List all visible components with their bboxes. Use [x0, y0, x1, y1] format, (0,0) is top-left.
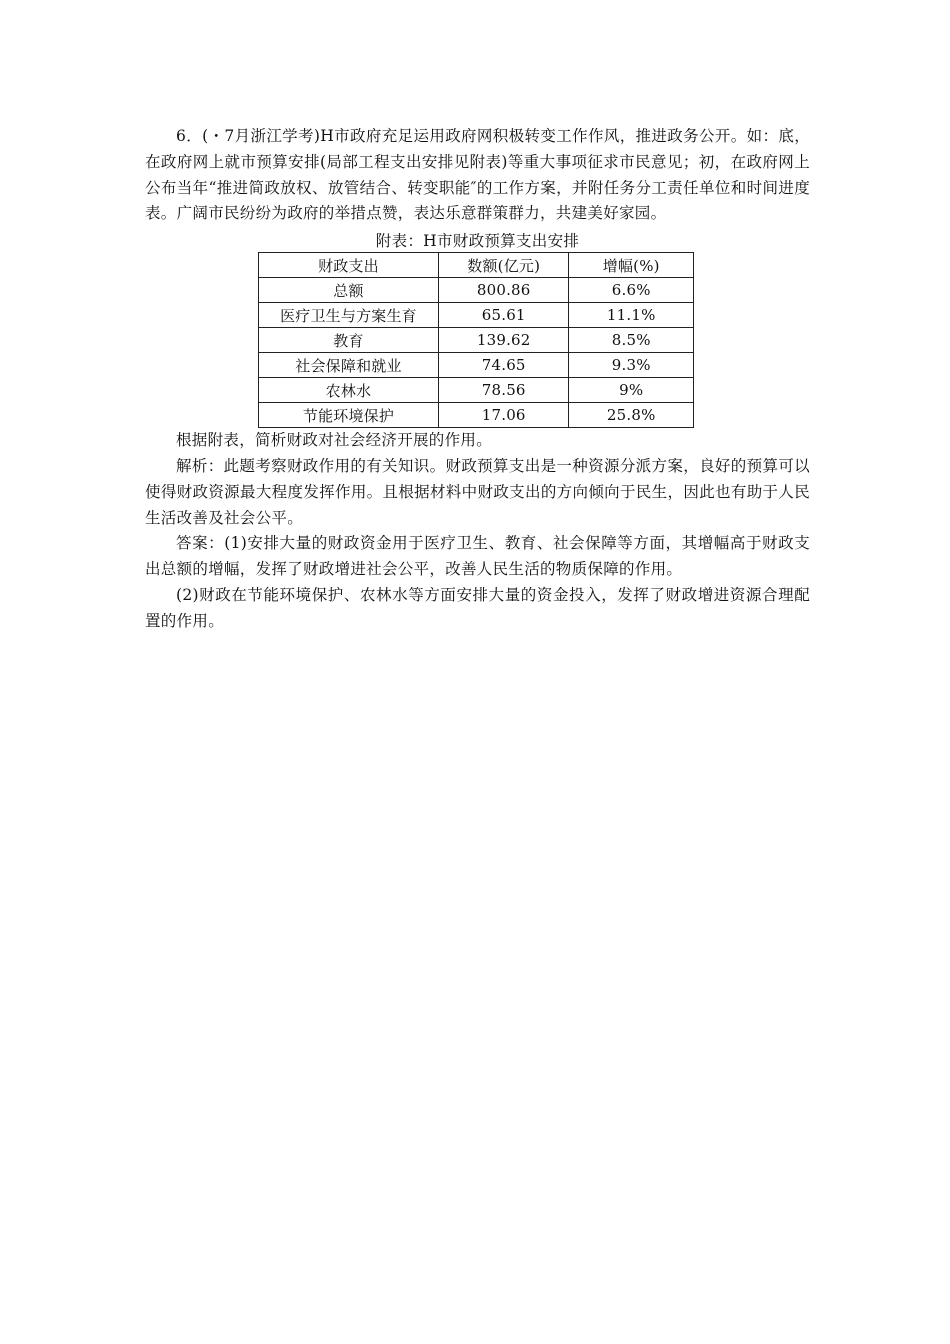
cell-amount: 78.56: [438, 378, 569, 403]
cell-growth: 6.6%: [569, 278, 694, 303]
column-header-expenditure: 财政支出: [259, 253, 439, 278]
cell-expenditure: 农林水: [259, 378, 439, 403]
cell-expenditure: 医疗卫生与方案生育: [259, 303, 439, 328]
cell-amount: 17.06: [438, 403, 569, 428]
cell-growth: 25.8%: [569, 403, 694, 428]
document-page: [145, 124, 810, 635]
answer-part-1: 答案：(1)安排大量的财政资金用于医疗卫生、教育、社会保障等方面，其增幅高于财政支出总额的增幅，发挥了财政增进社会公平，改善人民生活的物质保障的作用。: [145, 534, 810, 579]
cell-expenditure: 节能环境保护: [259, 403, 439, 428]
table-caption: 附表：H市财政预算支出安排: [375, 232, 580, 251]
budget-table: [258, 252, 694, 428]
analysis-text: 解析：此题考察财政作用的有关知识。财政预算支出是一种资源分派方案，良好的预算可以使得财政资源最大程度发挥作用。且根据材料中财政支出的方向倾向于民生，因此也有助于人民生活改善及社会公平。: [145, 456, 810, 527]
table-row: [259, 328, 694, 353]
question-intro: 6．(・7月浙江学考)H市政府充足运用政府网积极转变工作作风，推进政务公开。如：底，在政府网上就市预算安排(局部工程支出安排见附表)等重大事项征求市民意见；初，在政府网上公布当年“推进简政放权、放管结合、转变职能″的工作方案，并附任务分工责任单位和时间进度表。广阔市民纷纷为政府的举措点赞，表达乐意群策群力，共建美好家园。: [145, 127, 810, 223]
table-row: [259, 303, 694, 328]
table-row: [259, 403, 694, 428]
cell-amount: 74.65: [438, 353, 569, 378]
table-row: [259, 378, 694, 403]
column-header-amount: 数额(亿元): [438, 253, 569, 278]
table-header-row: [259, 253, 694, 278]
cell-growth: 8.5%: [569, 328, 694, 353]
column-header-growth: 增幅(%): [569, 253, 694, 278]
cell-amount: 800.86: [438, 278, 569, 303]
cell-growth: 9.3%: [569, 353, 694, 378]
cell-growth: 11.1%: [569, 303, 694, 328]
cell-expenditure: 教育: [259, 328, 439, 353]
cell-amount: 65.61: [438, 303, 569, 328]
cell-expenditure: 社会保障和就业: [259, 353, 439, 378]
answer-part-2: (2)财政在节能环境保护、农林水等方面安排大量的资金投入，发挥了财政增进资源合理配置的作用。: [145, 585, 810, 630]
cell-amount: 139.62: [438, 328, 569, 353]
question-prompt: 根据附表，简析财政对社会经济开展的作用。: [176, 431, 493, 450]
table-row: [259, 278, 694, 303]
cell-growth: 9%: [569, 378, 694, 403]
cell-expenditure: 总额: [259, 278, 439, 303]
table-row: [259, 353, 694, 378]
